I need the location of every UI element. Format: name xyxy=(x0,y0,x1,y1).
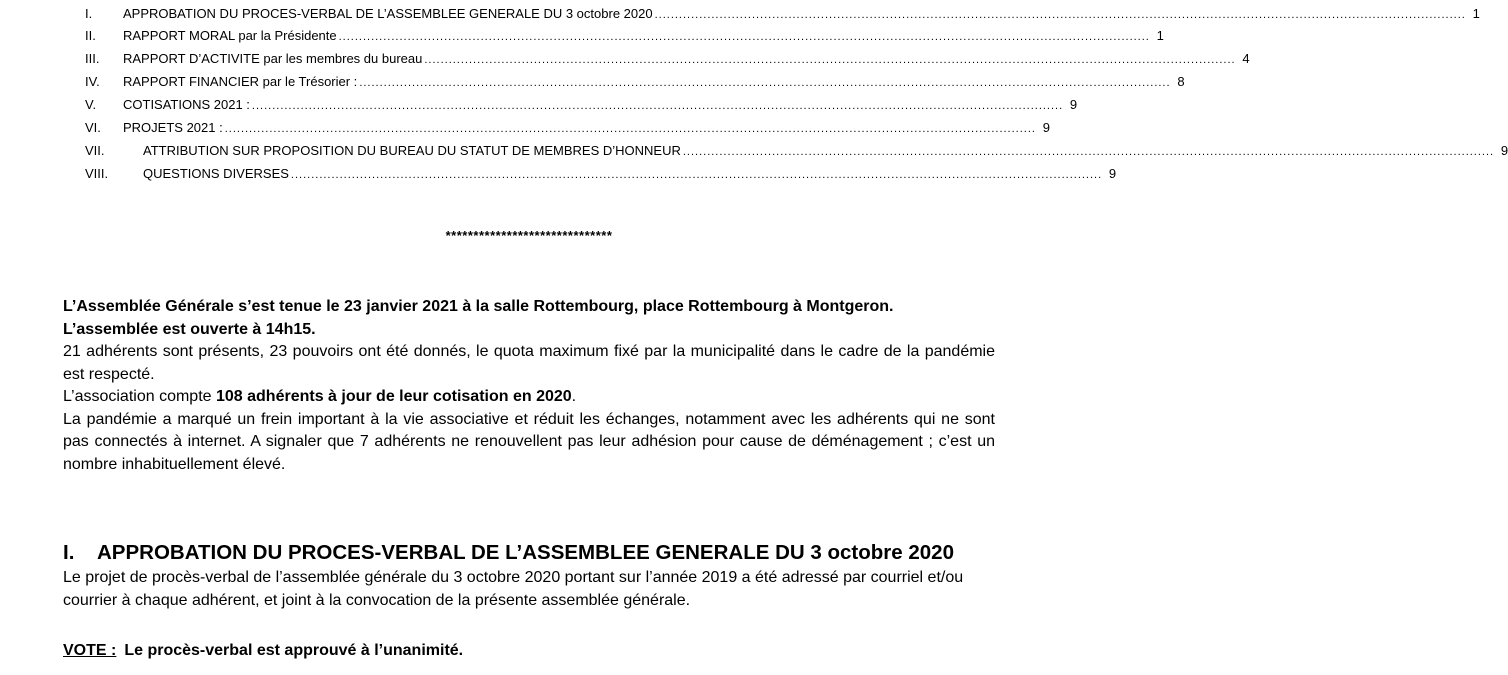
toc-number: VII. xyxy=(85,143,105,158)
toc-leader: ........................................................................................................................................................................................................ xyxy=(359,77,1171,89)
toc-number: II. xyxy=(85,28,96,43)
section-title-text: APPROBATION DU PROCES-VERBAL DE L’ASSEMBLEE GENERALE DU 3 octobre 2020 xyxy=(97,541,954,564)
meeting-opening: L’assemblée est ouverte à 14h15. xyxy=(63,320,316,338)
toc-page-number: 9 xyxy=(1042,120,1050,135)
vote-label: VOTE : xyxy=(63,642,117,659)
toc-number: VI. xyxy=(85,120,101,135)
vote-line xyxy=(63,640,463,662)
meeting-location: L’Assemblée Générale s’est tenue le 23 janvier 2021 à la salle Rottembourg, place Rottembourg à Montgeron. xyxy=(63,298,894,315)
section-heading xyxy=(63,539,995,567)
toc-page-number: 9 xyxy=(1500,143,1508,158)
toc-number: IV. xyxy=(85,74,100,89)
section-number: I. xyxy=(63,541,75,564)
toc-entry[interactable] xyxy=(85,94,1078,116)
toc-leader: ........................................................................................................................................................................................................ xyxy=(424,54,1236,66)
members-count-line xyxy=(63,386,995,409)
toc-page-number: 8 xyxy=(1177,74,1185,89)
toc-page-number: 9 xyxy=(1069,97,1078,112)
attendance-text: 21 adhérents sont présents, 23 pouvoirs ont été donnés, le quota maximum fixé par la municipalité dans le cadre de la pandémie est respecté. xyxy=(63,343,995,383)
toc-leader: ........................................................................................................................................................................................................ xyxy=(682,146,1495,158)
toc-entry[interactable] xyxy=(85,140,1508,162)
toc-title: RAPPORT FINANCIER par le Trésorier : xyxy=(123,74,358,89)
toc-title: ATTRIBUTION SUR PROPOSITION DU BUREAU DU STATUT DE MEMBRES D’HONNEUR xyxy=(143,143,681,158)
members-count: 108 adhérents à jour de leur cotisation en 2020 xyxy=(215,388,572,405)
intro-block xyxy=(63,296,995,476)
toc-title: PROJETS 2021 : xyxy=(123,120,223,135)
toc-title: APPROBATION DU PROCES-VERBAL DE L’ASSEMBLEE GENERALE DU 3 octobre 2020 xyxy=(123,6,653,21)
toc-leader: ........................................................................................................................................................................................................ xyxy=(654,9,1466,21)
toc-page-number: 9 xyxy=(1108,166,1117,181)
toc-entry[interactable] xyxy=(85,25,1164,47)
vote-result: Le procès-verbal est approuvé à l’unanimité. xyxy=(124,642,464,659)
toc-entry[interactable] xyxy=(85,163,1117,185)
toc-number: III. xyxy=(85,51,100,66)
toc-title: COTISATIONS 2021 : xyxy=(123,97,250,112)
section-body-text: Le projet de procès-verbal de l’assemblée générale du 3 octobre 2020 portant sur l’année 2019 a été adressé par courriel et/ou courrier à chaque adhérent, et joint à la convocation de la présente assemblée générale. xyxy=(63,569,964,609)
toc-page-number: 4 xyxy=(1242,51,1250,66)
separator: ****************************** xyxy=(445,228,613,243)
members-suffix: . xyxy=(571,388,577,405)
toc-number: I. xyxy=(85,6,93,21)
toc-number: V. xyxy=(85,97,97,112)
section-body xyxy=(63,567,995,612)
toc-leader: ........................................................................................................................................................................................................ xyxy=(338,31,1150,43)
toc-leader: ........................................................................................................................................................................................................ xyxy=(290,169,1103,181)
toc-page-number: 1 xyxy=(1156,28,1164,43)
toc-entry[interactable] xyxy=(85,3,1480,25)
toc-leader: ........................................................................................................................................................................................................ xyxy=(251,100,1064,112)
toc-leader: ........................................................................................................................................................................................................ xyxy=(224,123,1036,135)
toc-title: QUESTIONS DIVERSES xyxy=(143,166,289,181)
toc-entry[interactable] xyxy=(85,117,1050,139)
toc-title: RAPPORT D’ACTIVITE par les membres du bureau xyxy=(123,51,423,66)
members-prefix: L’association compte xyxy=(63,388,216,405)
toc-entry[interactable] xyxy=(85,48,1250,70)
toc-title: RAPPORT MORAL par la Présidente xyxy=(123,28,337,43)
toc-entry[interactable] xyxy=(85,71,1185,93)
toc-page-number: 1 xyxy=(1472,6,1480,21)
pandemic-text: La pandémie a marqué un frein important à la vie associative et réduit les échanges, notamment avec les adhérents qui ne sont pas connectés à internet. A signaler que 7 adhérents ne renouvellent pas leur adhésion pour cause de déménagement ; c’est un nombre inhabituellement élevé. xyxy=(63,410,995,473)
toc-number: VIII. xyxy=(85,166,109,181)
